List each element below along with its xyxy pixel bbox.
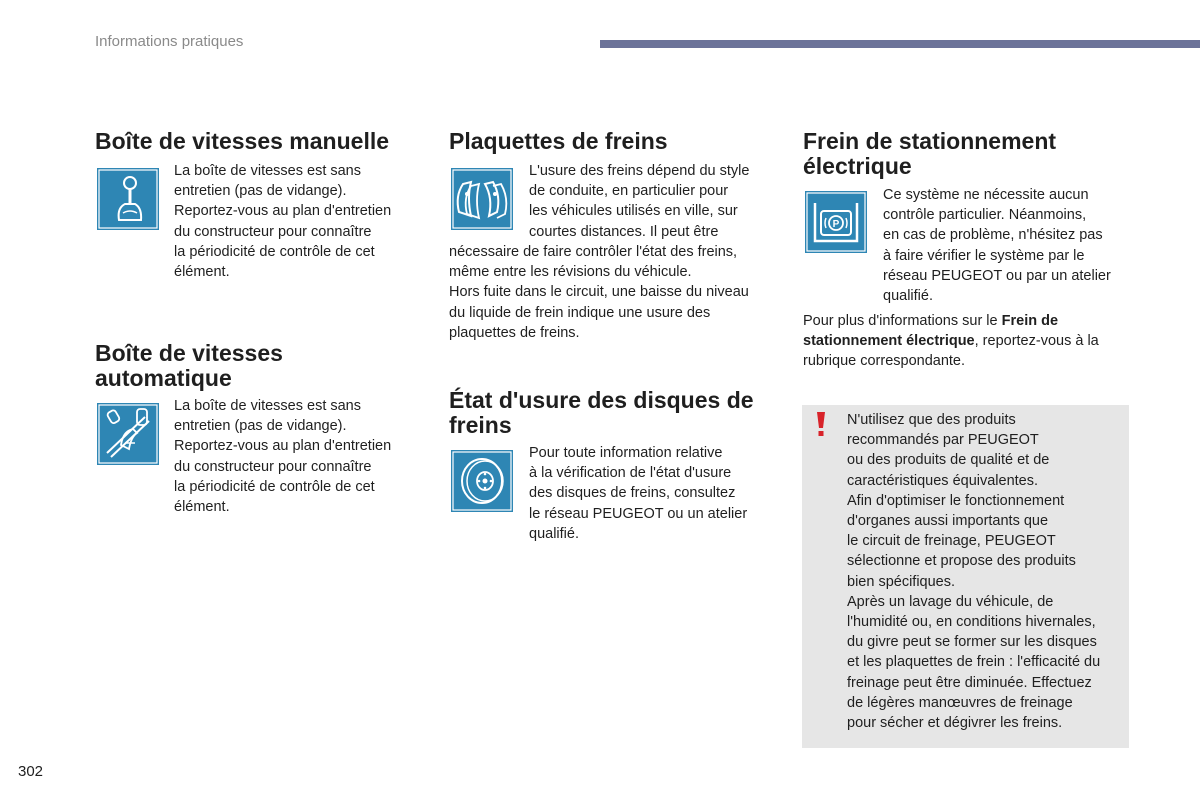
section-brake-discs <box>449 388 779 438</box>
manual-gearbox-text: La boîte de vitesses est sans entretien (pas de vidange). Reportez-vous au plan d'entretien du constructeur pour connaître la périodicité de contrôle de cet élément. <box>174 163 392 281</box>
section-title: État d'usure des disques de freins <box>449 387 754 438</box>
section-title: Boîte de vitesses automatique <box>95 340 283 391</box>
brake-discs-text: Pour toute information relative à la vérification de l'état d'usure des disques de freins, consultez le réseau PEUGEOT ou un atelier qualifié. <box>529 445 748 542</box>
electric-parking-brake-icon <box>805 191 867 253</box>
section-manual-gearbox <box>95 129 425 154</box>
section-title: Plaquettes de freins <box>449 128 668 154</box>
page-header-bar <box>600 40 1200 48</box>
brake-pads-indent-text: L'usure des freins dépend du style de conduite, en particulier pour les véhicules utilisés en ville, sur courtes distances. Il peut être <box>529 163 750 240</box>
parking-brake-reference-text: Pour plus d'informations sur le Frein de stationnement électrique, reportez-vous à la rubrique correspondante. <box>803 313 1099 370</box>
section-auto-gearbox <box>95 341 425 391</box>
bold-term: stationnement électrique <box>803 333 975 350</box>
svg-text:P: P <box>832 219 840 230</box>
manual-gear-lever-icon <box>97 168 159 230</box>
exclamation-warning-icon <box>813 410 829 444</box>
auto-gearbox-text: La boîte de vitesses est sans entretien (pas de vidange). Reportez-vous au plan d'entretien du constructeur pour connaître la périodicité de contrôle de cet élément. <box>174 398 392 516</box>
brake-pads-text: nécessaire de faire contrôler l'état des freins, même entre les révisions du véhicule. Hors fuite dans le circuit, une baisse du niveau du liquide de frein indique une usure des plaquettes de freins. <box>449 244 749 341</box>
section-parking-brake <box>803 129 1133 179</box>
page-number: 302 <box>18 763 44 780</box>
section-brake-pads <box>449 129 779 154</box>
section-title: Frein de stationnement électrique <box>803 128 1057 179</box>
automatic-gear-selector-icon <box>97 403 159 465</box>
page-header-title: Informations pratiques <box>95 33 244 50</box>
brake-disc-icon <box>451 450 513 512</box>
warning-text: N'utilisez que des produits recommandés par PEUGEOT ou des produits de qualité et de caractéristiques équivalentes. Afin d'optimiser le fonctionnement d'organes aussi importants que le circuit de freinage, PEUGEOT sélectionne et propose des produits bien spécifiques. Après un lavage du véhicule, de l'humidité ou, en conditions hivernales, du givre peut se former sur les disques et les plaquettes de frein : l'efficacité du freinage peut être diminuée. Effectuez de légères manœuvres de freinage pour sécher et dégivrer les freins. <box>847 412 1101 732</box>
bold-term: Frein de <box>1001 313 1059 329</box>
parking-brake-text: Ce système ne nécessite aucun contrôle particulier. Néanmoins, en cas de problème, n'hésitez pas à faire vérifier le système par le réseau PEUGEOT ou par un atelier qualifié. <box>883 187 1111 305</box>
brake-pads-icon <box>451 168 513 230</box>
section-title: Boîte de vitesses manuelle <box>95 128 390 154</box>
